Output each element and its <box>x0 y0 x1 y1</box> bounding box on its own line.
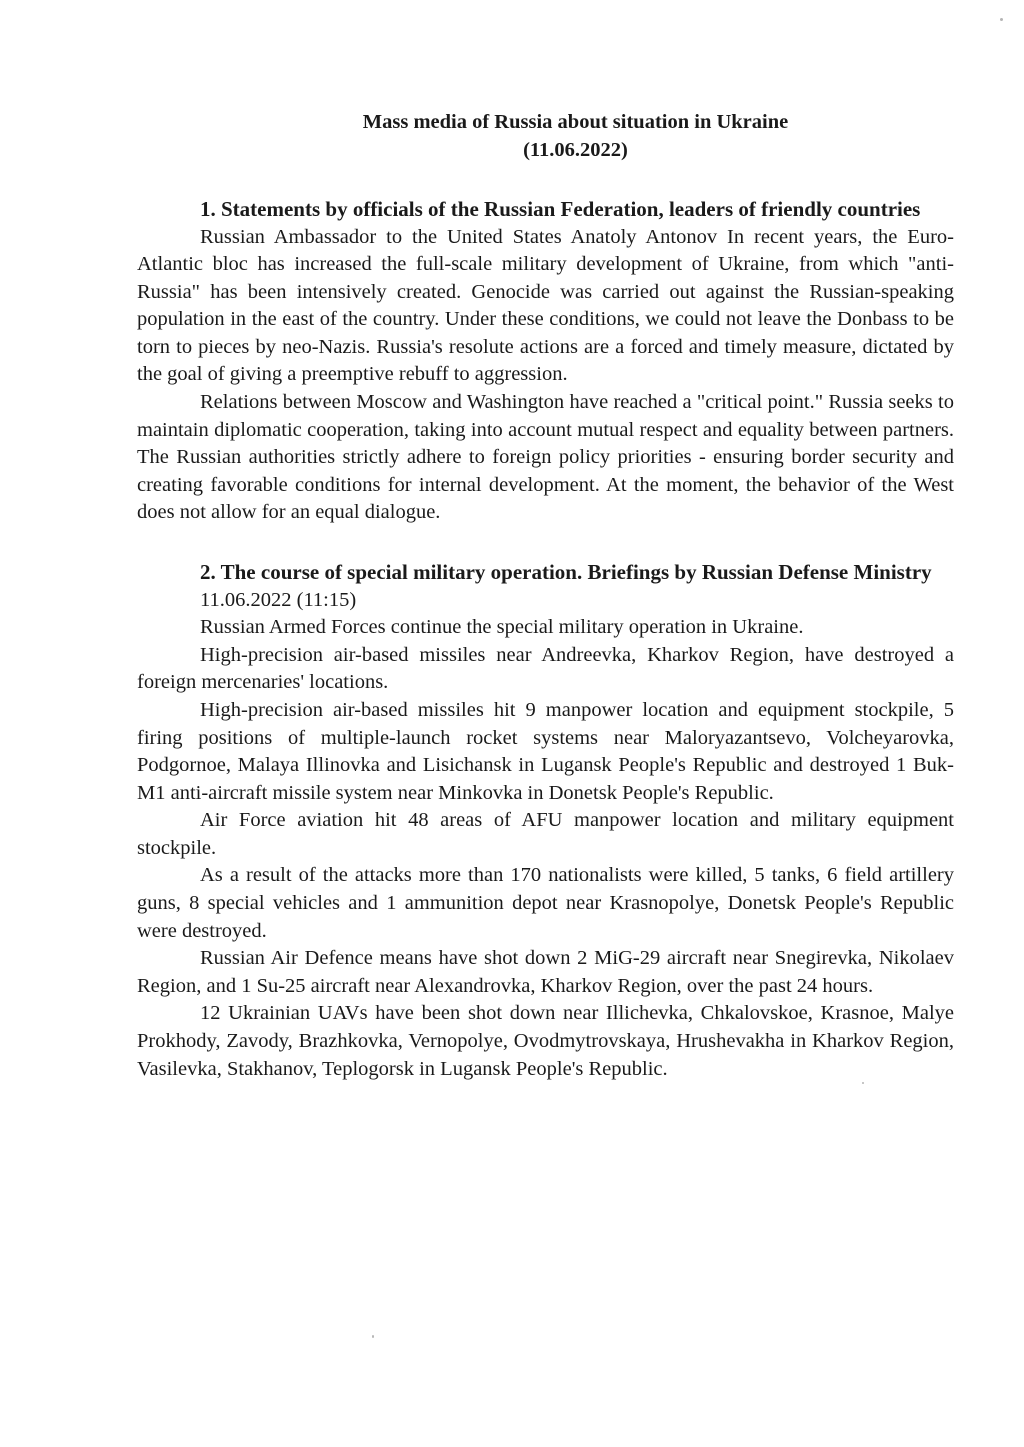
section-heading: 1. Statements by officials of the Russian Federation, leaders of friendly countries <box>200 197 921 221</box>
paragraph: Russian Air Defence means have shot down 2 MiG-29 aircraft near Snegirevka, Nikolaev Region, and 1 Su-25 aircraft near Alexandrovka, Kharkov Region, over the past 24 hours. <box>137 947 954 997</box>
paragraph: High-precision air-based missiles hit 9 manpower location and equipment stockpile, 5 firing positions of multiple-launch rocket systems near Maloryazantsevo, Volcheyarovka, Podgornoe, Malaya Illinovka and Lisichansk in Lugansk People's Republic and destroyed 1 Buk-M1 anti-aircraft missile system near Minkovka in Donetsk People's Republic. <box>137 698 954 804</box>
paragraph: 12 Ukrainian UAVs have been shot down near Illichevka, Chkalovskoe, Krasnoe, Malye Prokhody, Zavody, Brazhkovka, Vernopolye, Ovodmytrovskaya, Hrushevakha in Kharkov Region, Vasilevka, Stakhanov, Teplogorsk in Lugansk People's Republic. <box>137 1002 954 1080</box>
paragraph: Air Force aviation hit 48 areas of AFU manpower location and military equipment stockpile. <box>137 809 954 859</box>
section-statements <box>137 196 954 527</box>
scan-speck <box>862 1082 864 1084</box>
section-spacer <box>137 527 954 559</box>
scan-speck <box>1000 18 1003 21</box>
paragraph: High-precision air-based missiles near Andreevka, Kharkov Region, have destroyed a foreign mercenaries' locations. <box>137 643 954 694</box>
paragraph: Relations between Moscow and Washington have reached a "critical point." Russia seeks to maintain diplomatic cooperation, taking into account mutual respect and equality between partners. The Russian authorities strictly adhere to foreign policy priorities - ensuring border security and creating favorable conditions for internal development. At the moment, the behavior of the West does not allow for an equal dialogue. <box>137 391 954 524</box>
paragraph: Russian Ambassador to the United States Anatoly Antonov In recent years, the Euro-Atlantic bloc has increased the full-scale military development of Ukraine, from which "anti-Russia" has been intensively created. Genocide was carried out against the Russian-speaking population in the east of the country. Under these conditions, we could not leave the Donbass to be torn to pieces by neo-Nazis. Russia's resolute actions are a forced and timely measure, dictated by the goal of giving a preemptive rebuff to aggression. <box>137 225 954 386</box>
section-heading: 2. The course of special military operation. Briefings by Russian Defense Ministry <box>200 560 932 585</box>
scan-speck <box>372 1335 374 1338</box>
briefing-timestamp: 11.06.2022 (11:15) <box>200 588 357 611</box>
paragraph: As a result of the attacks more than 170 nationalists were killed, 5 tanks, 6 field artillery guns, 8 special vehicles and 1 ammunition depot near Krasnopolye, Donetsk People's Republic were destroyed. <box>137 864 954 942</box>
document-title-line-1: Mass media of Russia about situation in Ukraine <box>362 111 789 133</box>
section-military-operation <box>137 559 954 1083</box>
document-title-date: (11.06.2022) <box>523 139 628 161</box>
document-title <box>137 108 954 164</box>
paragraph: Russian Armed Forces continue the special military operation in Ukraine. <box>200 616 804 639</box>
